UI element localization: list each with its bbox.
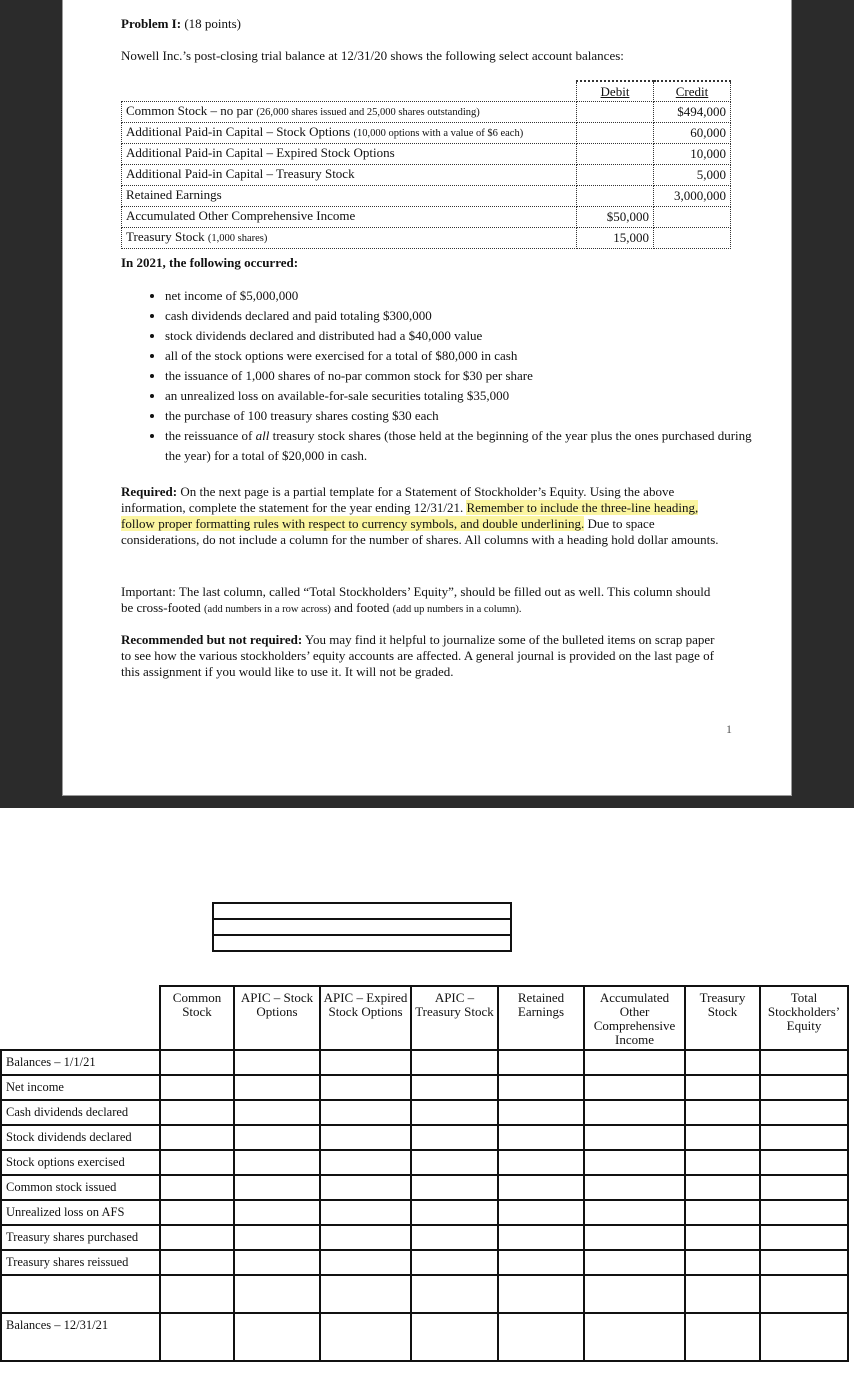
col-aoci: Accumulated Other Comprehensive Income — [584, 986, 685, 1050]
heading-line-1[interactable] — [214, 904, 510, 920]
events-list — [145, 286, 765, 466]
table-row: Treasury shares purchased — [1, 1225, 848, 1250]
tb-row: Common Stock – no par (26,000 shares issued and 25,000 shares outstanding) $494,000 — [122, 102, 731, 123]
heading-line-2[interactable] — [214, 920, 510, 936]
list-item: • the purchase of 100 treasury shares costing $30 each — [165, 406, 765, 426]
statement-of-stockholders-equity — [0, 985, 849, 1362]
list-item: • the issuance of 1,000 shares of no-par common stock for $30 per share — [165, 366, 765, 386]
tb-row: Treasury Stock (1,000 shares) 15,000 — [122, 228, 731, 249]
important-paragraph: Important: The last column, called “Total Stockholders’ Equity”, should be filled out as well. This column should be cross-footed (add numbers in a row across) and footed (add up numbers in a column). — [121, 584, 711, 615]
problem-title: Problem I: (18 points) — [121, 16, 242, 31]
table-row: Treasury shares reissued — [1, 1250, 848, 1275]
col-retained-earnings: Retained Earnings — [498, 986, 584, 1050]
col-treasury-stock: Treasury Stock — [685, 986, 760, 1050]
list-item: • the reissuance of all treasury stock shares (those held at the beginning of the year plus the ones purchased during the year) for a total of $20,000 in cash. — [165, 426, 765, 466]
page-number: 1 — [726, 722, 732, 736]
list-item: • net income of $5,000,000 — [165, 286, 765, 306]
table-row: Common stock issued — [1, 1175, 848, 1200]
table-row: Unrealized loss on AFS — [1, 1200, 848, 1225]
list-item: • all of the stock options were exercised for a total of $80,000 in cash — [165, 346, 765, 366]
credit-header: Credit — [654, 81, 731, 102]
document-page-1 — [62, 0, 792, 796]
table-row: Stock options exercised — [1, 1150, 848, 1175]
required-paragraph: Required: On the next page is a partial template for a Statement of Stockholder’s Equity. Using the above information, complete the statement for the year ending 12/31/21. Remember to include the three-line heading, follow proper formatting rules with respect to currency symbols, and double underlining. Due to space considerations, do not include a column for the number of shares. All columns with a heading hold dollar amounts. — [121, 484, 719, 547]
tb-row: Additional Paid-in Capital – Stock Options (10,000 options with a value of $6 each) 60,000 — [122, 123, 731, 144]
recommended-paragraph: Recommended but not required: You may find it helpful to journalize some of the bulleted items on scrap paper to see how the various stockholders’ equity accounts are affected. A general journal is provided on the last page of this assignment if you would like to use it. It will not be graded. — [121, 632, 715, 679]
highlighted-text: Remember to include the three-line heading, follow proper formatting rules with respect to currency symbols, and double underlining. — [121, 500, 699, 531]
events-heading: In 2021, the following occurred: — [121, 255, 299, 270]
tb-row: Additional Paid-in Capital – Treasury Stock 5,000 — [122, 165, 731, 186]
table-row: Net income — [1, 1075, 848, 1100]
col-total-equity: Total Stockholders’ Equity — [760, 986, 848, 1050]
problem-intro: Nowell Inc.’s post-closing trial balance at 12/31/20 shows the following select account balances: — [121, 48, 624, 63]
trial-balance-table — [121, 80, 731, 249]
tb-row: Additional Paid-in Capital – Expired Stock Options 10,000 — [122, 144, 731, 165]
col-apic-stock-options: APIC – Stock Options — [234, 986, 320, 1050]
row-label-header — [1, 986, 160, 1050]
col-apic-treasury: APIC – Treasury Stock — [411, 986, 498, 1050]
table-row: Balances – 12/31/21 — [1, 1313, 848, 1361]
col-common-stock: Common Stock — [160, 986, 234, 1050]
heading-line-3[interactable] — [214, 936, 510, 950]
tb-row: Accumulated Other Comprehensive Income $50,000 — [122, 207, 731, 228]
tb-row: Retained Earnings 3,000,000 — [122, 186, 731, 207]
col-apic-expired-options: APIC – Expired Stock Options — [320, 986, 411, 1050]
table-row — [1, 1275, 848, 1313]
three-line-heading-box — [212, 902, 512, 952]
debit-header: Debit — [577, 81, 654, 102]
list-item: • an unrealized loss on available-for-sale securities totaling $35,000 — [165, 386, 765, 406]
table-row: Balances – 1/1/21 — [1, 1050, 848, 1075]
table-row: Stock dividends declared — [1, 1125, 848, 1150]
table-row: Cash dividends declared — [1, 1100, 848, 1125]
list-item: • stock dividends declared and distributed had a $40,000 value — [165, 326, 765, 346]
list-item: • cash dividends declared and paid totaling $300,000 — [165, 306, 765, 326]
